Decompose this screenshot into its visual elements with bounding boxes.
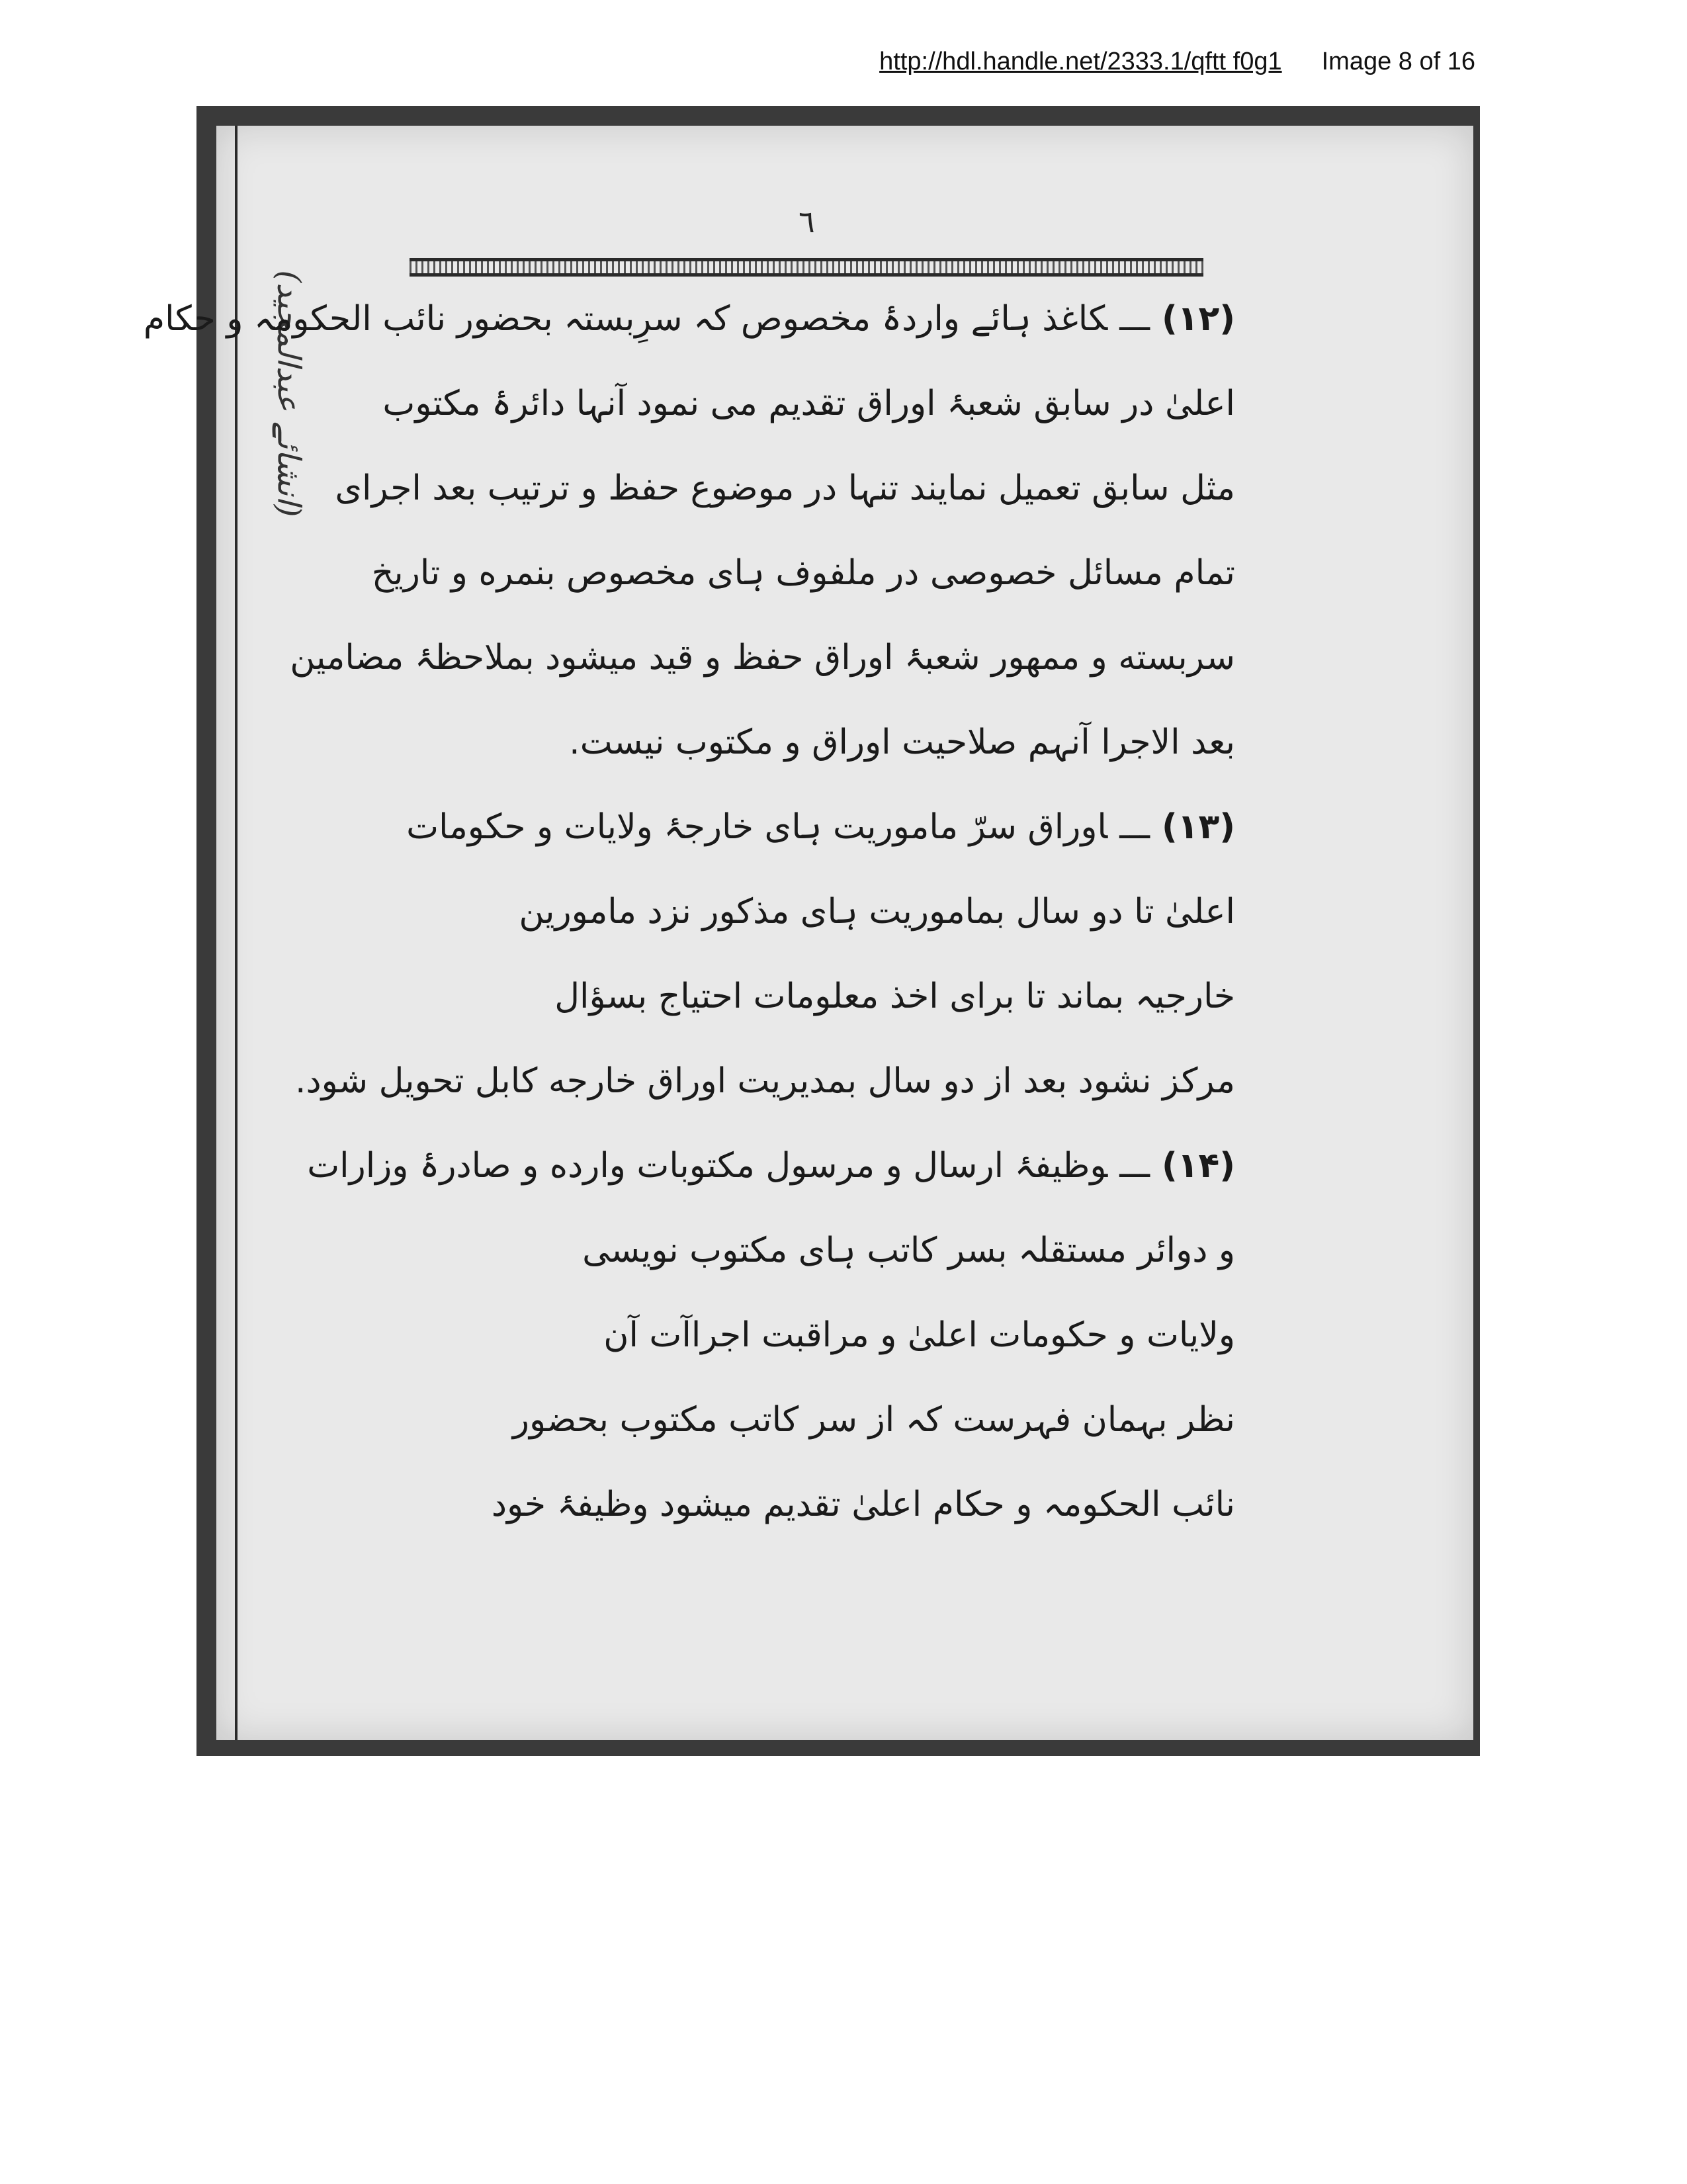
page-indicator: Image 8 of 16 (1321, 48, 1475, 75)
dash: ـــ (1119, 1146, 1150, 1186)
line-text: خارجیہ بماند تا برای اخذ معلومات احتیاج بسؤال (554, 977, 1235, 1016)
paragraph-number: (۱۲) (1161, 299, 1235, 339)
line-text: نائب الحکومہ و حکام اعلیٰ تقدیم میشود وظیفۂ خود (491, 1485, 1235, 1524)
line-text: ولایات و حکومات اعلیٰ و مراقبت اجراآت آن (603, 1315, 1235, 1355)
line-text: سربسته و ممهور شعبۂ اوراق حفظ و قید میشود بملاحظۂ مضامین (290, 638, 1235, 677)
text-line (294, 1039, 1235, 1123)
line-text: کاغذ ہائے واردۂ مخصوص کہ سرِبستہ بحضور نائب الحکومہ و حکام (143, 299, 1108, 339)
text-line (335, 446, 1235, 531)
document-page (143, 126, 1473, 1740)
text-line (406, 785, 1235, 869)
text-line (454, 869, 1235, 954)
dash: ـــ (1119, 299, 1150, 339)
text-line (454, 1462, 1235, 1547)
line-text: بعد الاجرا آنہم صلاحیت اوراق و مکتوب نیست. (569, 722, 1235, 762)
paragraph-number: (۱۳) (1161, 807, 1235, 847)
line-text: اوراق سرّ ماموریت ہای خارجۂ ولایات و حکومات (406, 807, 1108, 847)
handle-link[interactable]: http://hdl.handle.net/2333.1/qftt f0g1 (879, 48, 1282, 75)
margin-line (235, 126, 238, 1740)
paragraph-number: (۱۴) (1161, 1146, 1235, 1186)
text-line (454, 1293, 1235, 1377)
page-number: ٦ (799, 204, 815, 240)
text-line (454, 1377, 1235, 1462)
text-line (307, 1123, 1235, 1208)
side-note-text: (انشائے عبدالمجید) (271, 270, 308, 517)
line-text: وظیفۂ ارسال و مرسول مکتوبات وارده و صادرۂ وزارات (307, 1146, 1108, 1186)
scanned-image (143, 106, 1480, 1756)
text-line (454, 954, 1235, 1039)
text-line (143, 277, 1235, 361)
text-line (454, 1208, 1235, 1293)
text-line (290, 615, 1235, 700)
line-text: و دوائر مستقلہ بسر کاتب ہای مکتوب نویسی (582, 1231, 1235, 1270)
line-text: نظر بہمان فہرست کہ از سر کاتب مکتوب بحضور (512, 1400, 1235, 1440)
line-text: اعلیٰ تا دو سال بماموریت ہای مذکور نزد مامورین (519, 892, 1235, 932)
header-rule (410, 258, 1203, 277)
viewer-header (879, 48, 1475, 76)
text-line (371, 531, 1235, 615)
line-text: مثل سابق تعمیل نمایند تنہا در موضوع حفظ و ترتیب بعد اجرای (335, 468, 1235, 508)
line-text: مرکز نشود بعد از دو سال بمدیریت اوراق خارجه کابل تحویل شود. (294, 1061, 1235, 1101)
text-line (454, 700, 1235, 785)
line-text: تمام مسائل خصوصی در ملفوف ہای مخصوص بنمره و تاریخ (371, 553, 1235, 593)
dash: ـــ (1119, 807, 1150, 847)
line-text: اعلیٰ در سابق شعبۂ اوراق تقدیم می نمود آنہا دائرۂ مکتوب (382, 384, 1235, 423)
text-line (382, 361, 1235, 446)
